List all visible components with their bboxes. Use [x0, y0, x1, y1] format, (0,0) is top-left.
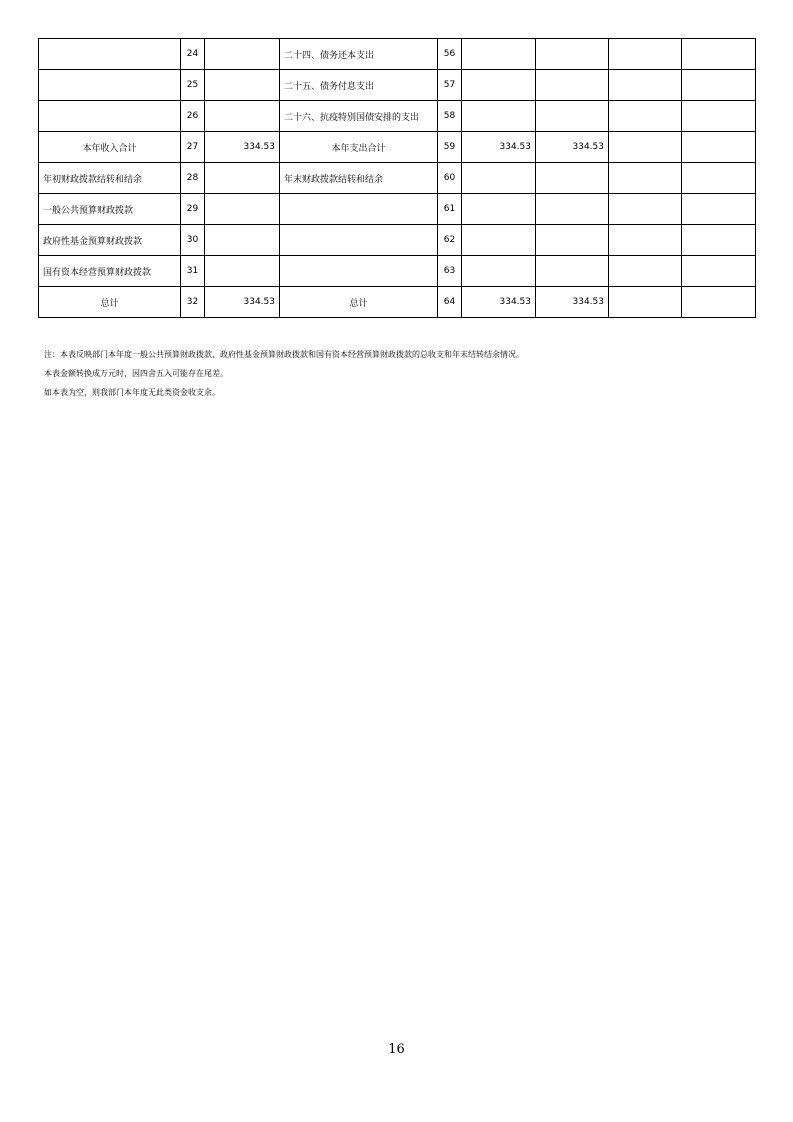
income-amount-cell: [205, 256, 280, 287]
income-row-number-cell: 27: [181, 132, 205, 163]
expense-row-number-cell: 61: [438, 194, 462, 225]
state-capital-budget-cell: [682, 163, 756, 194]
fund-budget-cell: [609, 287, 682, 318]
expense-item-cell: 二十五、债务付息支出: [280, 70, 438, 101]
expense-total-cell: [462, 225, 536, 256]
note-line: 本表金额转换成万元时，因四舍五入可能存在尾差。: [44, 369, 228, 378]
income-item-cell: 一般公共预算财政拨款: [39, 194, 181, 225]
income-amount-cell: 334.53: [205, 287, 280, 318]
income-row-number-cell: 25: [181, 70, 205, 101]
table-row: [39, 225, 756, 256]
fund-budget-cell: [609, 225, 682, 256]
income-item-cell: 政府性基金预算财政拨款: [39, 225, 181, 256]
income-row-number-cell: 29: [181, 194, 205, 225]
expense-item-cell: 二十六、抗疫特别国债安排的支出: [280, 101, 438, 132]
expense-row-number-cell: 57: [438, 70, 462, 101]
fund-budget-cell: [609, 194, 682, 225]
general-budget-cell: [536, 225, 609, 256]
income-amount-cell: [205, 163, 280, 194]
state-capital-budget-cell: [682, 39, 756, 70]
general-budget-cell: 334.53: [536, 287, 609, 318]
income-amount-cell: [205, 101, 280, 132]
income-amount-cell: [205, 225, 280, 256]
income-row-number-cell: 26: [181, 101, 205, 132]
table-row: [39, 163, 756, 194]
note-line: 注：本表反映部门本年度一般公共预算财政拨款、政府性基金预算财政拨款和国有资本经营预算财政拨款的总收支和年末结转结余情况。: [44, 350, 524, 359]
income-row-number-cell: 32: [181, 287, 205, 318]
expense-item-cell: 年末财政拨款结转和结余: [280, 163, 438, 194]
fiscal-appropriation-table: [38, 38, 756, 318]
income-row-number-cell: 28: [181, 163, 205, 194]
income-amount-cell: [205, 194, 280, 225]
expense-row-number-cell: 58: [438, 101, 462, 132]
expense-total-cell: [462, 163, 536, 194]
note-line: 如本表为空，则我部门本年度无此类资金收支余。: [44, 388, 220, 397]
fund-budget-cell: [609, 70, 682, 101]
expense-row-number-cell: 63: [438, 256, 462, 287]
expense-total-cell: [462, 39, 536, 70]
income-item-cell: [39, 101, 181, 132]
fund-budget-cell: [609, 39, 682, 70]
income-row-number-cell: 24: [181, 39, 205, 70]
expense-total-cell: [462, 256, 536, 287]
general-budget-cell: [536, 194, 609, 225]
general-budget-cell: [536, 101, 609, 132]
table-row: [39, 194, 756, 225]
expense-item-cell: [280, 194, 438, 225]
expense-total-cell: [462, 194, 536, 225]
expense-row-number-cell: 64: [438, 287, 462, 318]
fund-budget-cell: [609, 163, 682, 194]
expense-item-cell: [280, 256, 438, 287]
expense-item-cell: [280, 225, 438, 256]
table-notes: [44, 345, 754, 402]
expense-row-number-cell: 59: [438, 132, 462, 163]
state-capital-budget-cell: [682, 132, 756, 163]
table-row: [39, 70, 756, 101]
general-budget-cell: 334.53: [536, 132, 609, 163]
state-capital-budget-cell: [682, 70, 756, 101]
table-row: [39, 287, 756, 318]
expense-item-cell: 总计: [280, 287, 438, 318]
expense-item-cell: 二十四、债务还本支出: [280, 39, 438, 70]
general-budget-cell: [536, 256, 609, 287]
fund-budget-cell: [609, 256, 682, 287]
income-item-cell: 本年收入合计: [39, 132, 181, 163]
income-amount-cell: [205, 39, 280, 70]
fund-budget-cell: [609, 101, 682, 132]
income-item-cell: [39, 70, 181, 101]
state-capital-budget-cell: [682, 256, 756, 287]
income-item-cell: [39, 39, 181, 70]
general-budget-cell: [536, 70, 609, 101]
income-item-cell: 年初财政拨款结转和结余: [39, 163, 181, 194]
expense-item-cell: 本年支出合计: [280, 132, 438, 163]
page-number: 16: [388, 1042, 405, 1057]
income-row-number-cell: 31: [181, 256, 205, 287]
income-amount-cell: [205, 70, 280, 101]
table-row: [39, 39, 756, 70]
state-capital-budget-cell: [682, 287, 756, 318]
expense-total-cell: 334.53: [462, 287, 536, 318]
table-body: [39, 39, 756, 318]
income-amount-cell: 334.53: [205, 132, 280, 163]
table-row: [39, 132, 756, 163]
general-budget-cell: [536, 39, 609, 70]
expense-total-cell: 334.53: [462, 132, 536, 163]
fund-budget-cell: [609, 132, 682, 163]
expense-total-cell: [462, 70, 536, 101]
general-budget-cell: [536, 163, 609, 194]
income-item-cell: 国有资本经营预算财政拨款: [39, 256, 181, 287]
income-item-cell: 总计: [39, 287, 181, 318]
table-row: [39, 256, 756, 287]
expense-row-number-cell: 56: [438, 39, 462, 70]
state-capital-budget-cell: [682, 194, 756, 225]
state-capital-budget-cell: [682, 101, 756, 132]
expense-row-number-cell: 62: [438, 225, 462, 256]
state-capital-budget-cell: [682, 225, 756, 256]
expense-row-number-cell: 60: [438, 163, 462, 194]
table-row: [39, 101, 756, 132]
expense-total-cell: [462, 101, 536, 132]
income-row-number-cell: 30: [181, 225, 205, 256]
